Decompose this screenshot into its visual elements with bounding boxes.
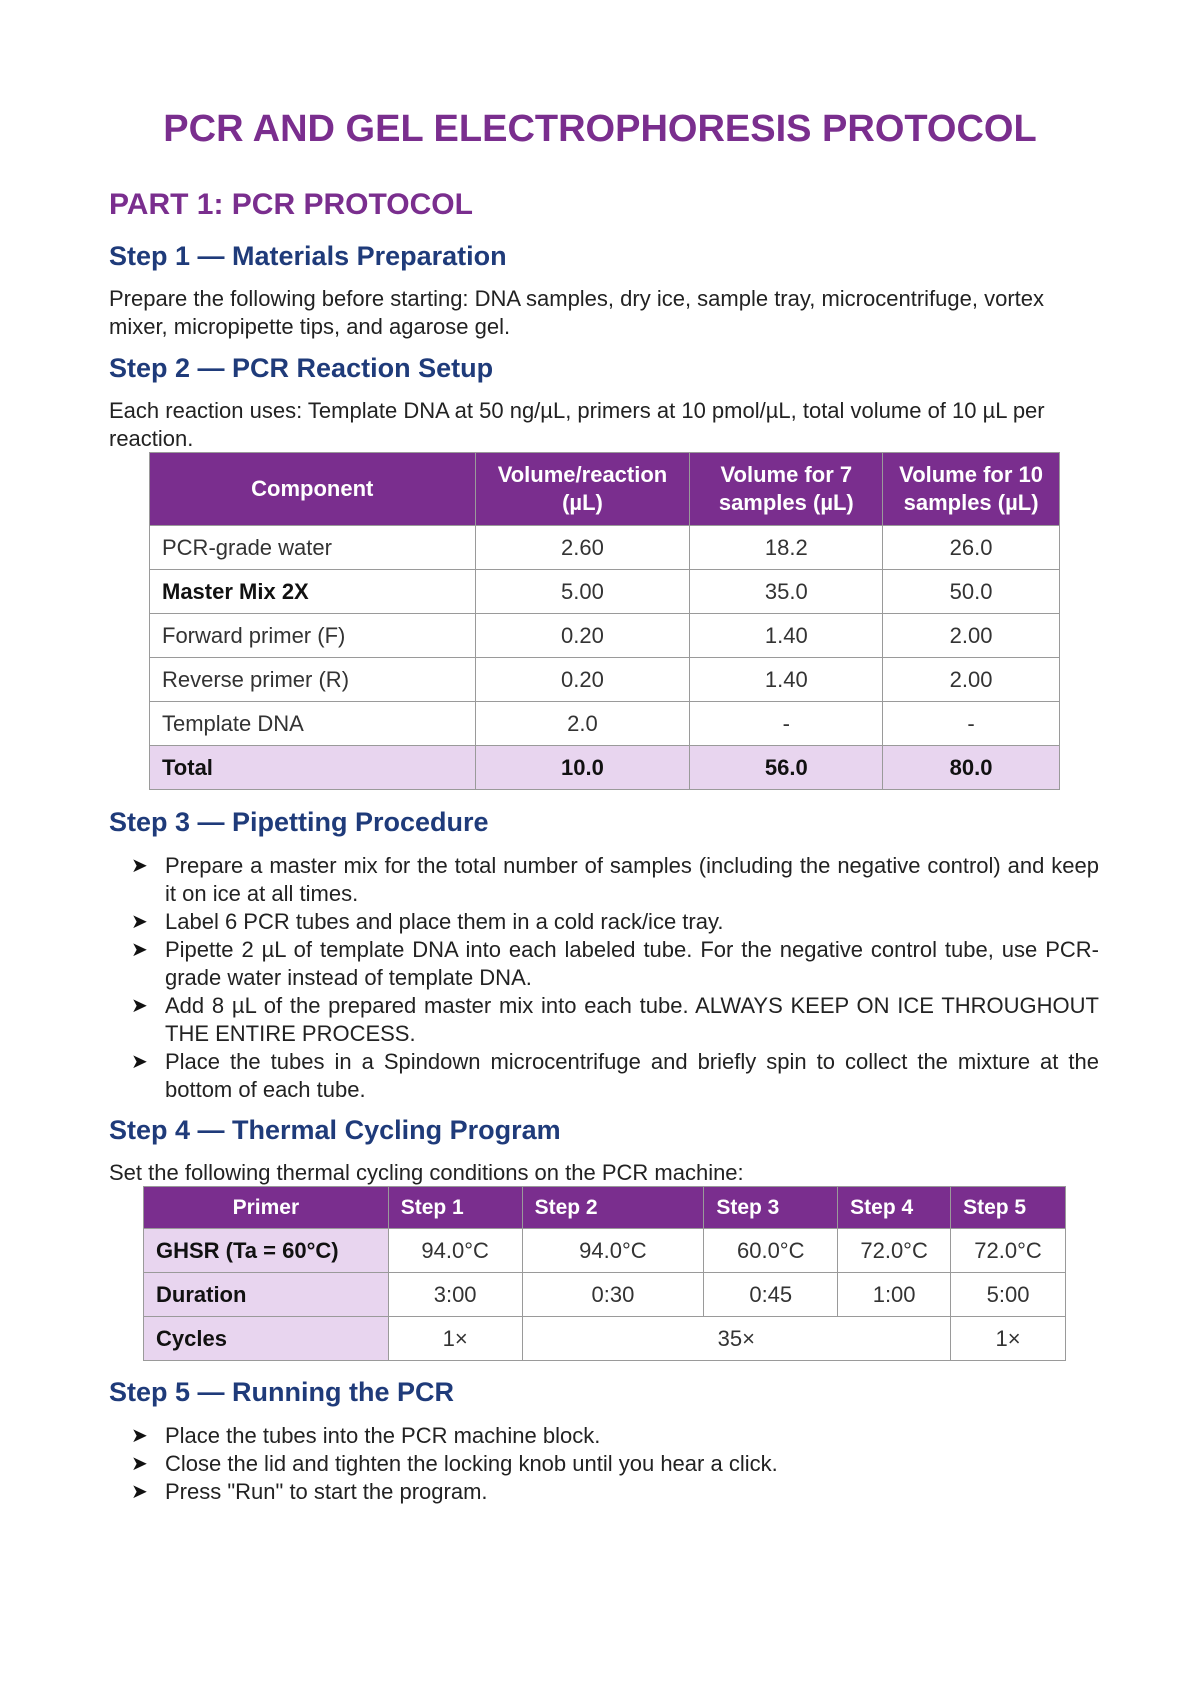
step-5-heading: Step 5 — Running the PCR xyxy=(109,1377,455,1407)
table-cell: 0.20 xyxy=(475,614,690,658)
list-item xyxy=(131,1450,1099,1478)
table-cell: Total xyxy=(150,746,476,790)
list-item-text: Close the lid and tighten the locking knob until you hear a click. xyxy=(165,1451,778,1476)
step-3-heading: Step 3 — Pipetting Procedure xyxy=(109,807,489,837)
part-1-title: PART 1: PCR PROTOCOL xyxy=(109,188,473,221)
list-item xyxy=(131,936,1099,992)
table-row-header: Cycles xyxy=(144,1317,389,1361)
table-cell: 72.0°C xyxy=(951,1229,1066,1273)
table-cell: 3:00 xyxy=(388,1273,522,1317)
table-cell: 2.60 xyxy=(475,526,690,570)
list-item xyxy=(131,1478,1099,1506)
table-row xyxy=(150,702,1060,746)
list-item-text: Press "Run" to start the program. xyxy=(165,1479,488,1504)
table-cell: 26.0 xyxy=(883,526,1060,570)
table-total-row xyxy=(150,746,1060,790)
table-header-cell: Step 3 xyxy=(704,1187,838,1229)
step-3-bullet-list xyxy=(131,852,1099,1104)
step-4-heading: Step 4 — Thermal Cycling Program xyxy=(109,1115,561,1145)
table-cell: 1.40 xyxy=(690,658,883,702)
table-cell: 80.0 xyxy=(883,746,1060,790)
step-5-bullet-list xyxy=(131,1422,1099,1506)
list-item-text: Add 8 µL of the prepared master mix into each tube. ALWAYS KEEP ON ICE THROUGHOUT THE ENTIRE PROCESS. xyxy=(165,993,1099,1046)
table-cell: 1× xyxy=(951,1317,1066,1361)
table-header-cell: Step 1 xyxy=(388,1187,522,1229)
step-2-text: Each reaction uses: Template DNA at 50 ng/µL, primers at 10 pmol/µL, total volume of 10 µL per reaction. xyxy=(109,398,1045,451)
table-cell: - xyxy=(690,702,883,746)
list-item xyxy=(131,908,1099,936)
table-cell: Reverse primer (R) xyxy=(150,658,476,702)
table-cell: 2.0 xyxy=(475,702,690,746)
table-row xyxy=(144,1229,1066,1273)
step-2-heading: Step 2 — PCR Reaction Setup xyxy=(109,353,494,383)
table-row xyxy=(150,614,1060,658)
table-cell: 72.0°C xyxy=(838,1229,951,1273)
table-row xyxy=(150,658,1060,702)
list-item-text: Place the tubes in a Spindown microcentrifuge and briefly spin to collect the mixture at the bottom of each tube. xyxy=(165,1049,1099,1102)
table-row xyxy=(144,1317,1066,1361)
table-cell: 5:00 xyxy=(951,1273,1066,1317)
table-header-cell: Step 4 xyxy=(838,1187,951,1229)
table-cell: - xyxy=(883,702,1060,746)
arrow-bullet-icon: ➤ xyxy=(131,939,148,961)
table-header-cell: Volume/reaction (µL) xyxy=(475,453,690,526)
table-header-cell: Volume for 7 samples (µL) xyxy=(690,453,883,526)
table-cell: 60.0°C xyxy=(704,1229,838,1273)
table-cell: Forward primer (F) xyxy=(150,614,476,658)
table-header-row xyxy=(144,1187,1066,1229)
reaction-setup-table xyxy=(149,452,1060,790)
document-title: PCR AND GEL ELECTROPHORESIS PROTOCOL xyxy=(163,108,1037,150)
arrow-bullet-icon: ➤ xyxy=(131,1425,148,1447)
table-cell: 10.0 xyxy=(475,746,690,790)
table-row xyxy=(144,1273,1066,1317)
table-row xyxy=(150,526,1060,570)
table-header-cell: Volume for 10 samples (µL) xyxy=(883,453,1060,526)
table-cell: 0:30 xyxy=(522,1273,704,1317)
step-1-text: Prepare the following before starting: DNA samples, dry ice, sample tray, microcentrifuge, vortex mixer, micropipette tips, and agarose gel. xyxy=(109,286,1044,339)
table-cell: 35.0 xyxy=(690,570,883,614)
table-cell: 56.0 xyxy=(690,746,883,790)
list-item xyxy=(131,852,1099,908)
table-cell: 18.2 xyxy=(690,526,883,570)
table-cell: 2.00 xyxy=(883,658,1060,702)
list-item xyxy=(131,992,1099,1048)
arrow-bullet-icon: ➤ xyxy=(131,1453,148,1475)
table-header-cell: Step 5 xyxy=(951,1187,1066,1229)
table-cell: Master Mix 2X xyxy=(150,570,476,614)
thermal-cycling-table xyxy=(143,1186,1066,1361)
table-row-header: Duration xyxy=(144,1273,389,1317)
table-cell: 0.20 xyxy=(475,658,690,702)
table-row-header: GHSR (Ta = 60°C) xyxy=(144,1229,389,1273)
table-header-cell: Component xyxy=(150,453,476,526)
table-row xyxy=(150,570,1060,614)
table-cell: 1.40 xyxy=(690,614,883,658)
table-cell: 2.00 xyxy=(883,614,1060,658)
table-header-row xyxy=(150,453,1060,526)
table-cell: 50.0 xyxy=(883,570,1060,614)
table-cell: 5.00 xyxy=(475,570,690,614)
list-item xyxy=(131,1422,1099,1450)
table-cell: 1× xyxy=(388,1317,522,1361)
list-item xyxy=(131,1048,1099,1104)
list-item-text: Prepare a master mix for the total number of samples (including the negative control) and keep it on ice at all times. xyxy=(165,853,1099,906)
arrow-bullet-icon: ➤ xyxy=(131,911,148,933)
table-cell: 0:45 xyxy=(704,1273,838,1317)
table-cell: 94.0°C xyxy=(388,1229,522,1273)
table-header-cell: Primer xyxy=(144,1187,389,1229)
table-header-cell: Step 2 xyxy=(522,1187,704,1229)
step-1-heading: Step 1 — Materials Preparation xyxy=(109,241,507,271)
arrow-bullet-icon: ➤ xyxy=(131,1051,148,1073)
arrow-bullet-icon: ➤ xyxy=(131,855,148,877)
table-cell: 94.0°C xyxy=(522,1229,704,1273)
table-cell: PCR-grade water xyxy=(150,526,476,570)
list-item-text: Place the tubes into the PCR machine block. xyxy=(165,1423,601,1448)
table-cell: Template DNA xyxy=(150,702,476,746)
arrow-bullet-icon: ➤ xyxy=(131,995,148,1017)
step-4-text: Set the following thermal cycling conditions on the PCR machine: xyxy=(109,1160,744,1185)
table-cell: 1:00 xyxy=(838,1273,951,1317)
table-cell: 35× xyxy=(522,1317,951,1361)
arrow-bullet-icon: ➤ xyxy=(131,1481,148,1503)
list-item-text: Label 6 PCR tubes and place them in a cold rack/ice tray. xyxy=(165,909,724,934)
list-item-text: Pipette 2 µL of template DNA into each labeled tube. For the negative control tube, use PCR-grade water instead of template DNA. xyxy=(165,937,1099,990)
